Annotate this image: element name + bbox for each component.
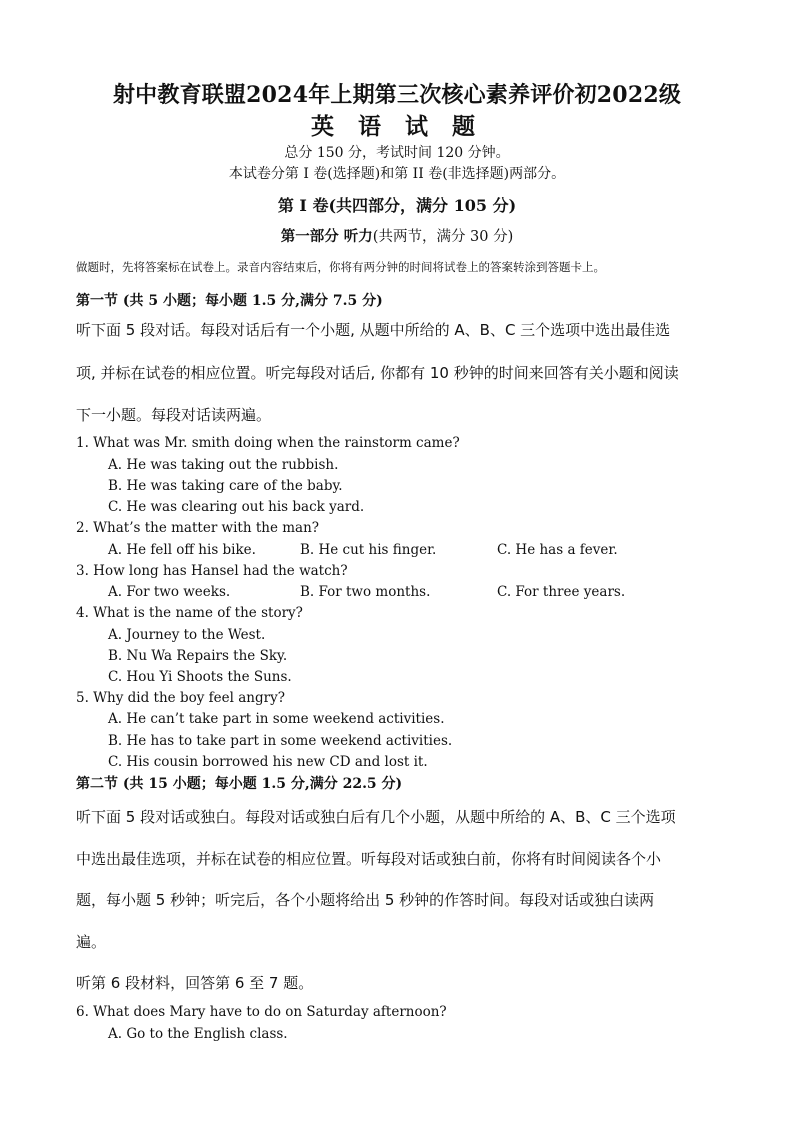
volume1-heading: 第 I 卷(共四部分，满分 105 分): [277, 196, 517, 215]
section2-instruction-line: 听下面 5 段对话或独白。每段对话或独白后有几个小题，从题中所给的 A、B、C 三个选项: [76, 808, 676, 826]
question-4: 4. What is the name of the story?: [76, 605, 303, 621]
section2-instruction-line: 题，每小题 5 秒钟；听完后，各个小题将给出 5 秒钟的作答时间。每段对话或独白读两: [76, 891, 655, 909]
part1-sub: (共两节，满分 30 分): [372, 229, 514, 245]
option-5b: B. He has to take part in some weekend activities.: [108, 733, 453, 749]
material-note: 听第 6 段材料，回答第 6 至 7 题。: [76, 974, 314, 992]
option-2a: A. He fell off his bike.: [108, 542, 256, 558]
option-4c: C. Hou Yi Shoots the Suns.: [108, 669, 292, 685]
option-1c: C. He was clearing out his back yard.: [108, 499, 365, 515]
section1-heading: 第一节 (共 5 小题；每小题 1.5 分,满分 7.5 分): [76, 293, 383, 309]
section1-instruction-line: 听下面 5 段对话。每段对话后有一个小题, 从题中所给的 A、B、C 三个选项中选出最佳选: [76, 321, 671, 339]
option-2b: B. He cut his finger.: [300, 542, 437, 558]
section2-instruction-line: 遍。: [76, 933, 107, 951]
question-3: 3. How long has Hansel had the watch?: [76, 563, 348, 579]
subject-title: 英 语 试 题: [310, 113, 484, 140]
score-time-line: 总分 150 分，考试时间 120 分钟。: [284, 145, 510, 161]
option-3a: A. For two weeks.: [108, 584, 231, 600]
question-6: 6. What does Mary have to do on Saturday afternoon?: [76, 1004, 447, 1020]
answer-note: 做题时，先将答案标在试卷上。录音内容结束后，你将有两分钟的时间将试卷上的答案转涂到答题卡上。: [76, 260, 605, 274]
option-3c: C. For three years.: [497, 584, 626, 600]
option-1b: B. He was taking care of the baby.: [108, 478, 343, 494]
option-4b: B. Nu Wa Repairs the Sky.: [108, 648, 288, 664]
question-2: 2. What’s the matter with the man?: [76, 520, 320, 536]
exam-title: 射中教育联盟2024年上期第三次核心素养评价初2022级: [112, 82, 682, 108]
section1-instruction-line: 项, 并标在试卷的相应位置。听完每段对话后, 你都有 10 秒钟的时间来回答有关小题和阅读: [76, 364, 679, 382]
option-1a: A. He was taking out the rubbish.: [108, 457, 339, 473]
structure-line: 本试卷分第 I 卷(选择题)和第 II 卷(非选择题)两部分。: [228, 166, 566, 182]
option-5a: A. He can’t take part in some weekend activities.: [108, 711, 445, 727]
question-1: 1. What was Mr. smith doing when the rainstorm came?: [76, 435, 460, 451]
option-6a: A. Go to the English class.: [108, 1026, 288, 1042]
section2-heading: 第二节 (共 15 小题；每小题 1.5 分,满分 22.5 分): [76, 776, 403, 792]
option-5c: C. His cousin borrowed his new CD and lost it.: [108, 754, 428, 770]
part1-heading: [0, 225, 794, 246]
section2-instruction-line: 中选出最佳选项，并标在试卷的相应位置。听每段对话或独白前，你将有时间阅读各个小: [76, 850, 662, 868]
option-2c: C. He has a fever.: [497, 542, 618, 558]
section1-instruction-line: 下一小题。每段对话读两遍。: [76, 406, 272, 424]
part1-title: 第一部分 听力: [280, 228, 373, 245]
option-3b: B. For two months.: [300, 584, 431, 600]
option-4a: A. Journey to the West.: [108, 627, 266, 643]
question-5: 5. Why did the boy feel angry?: [76, 690, 285, 706]
